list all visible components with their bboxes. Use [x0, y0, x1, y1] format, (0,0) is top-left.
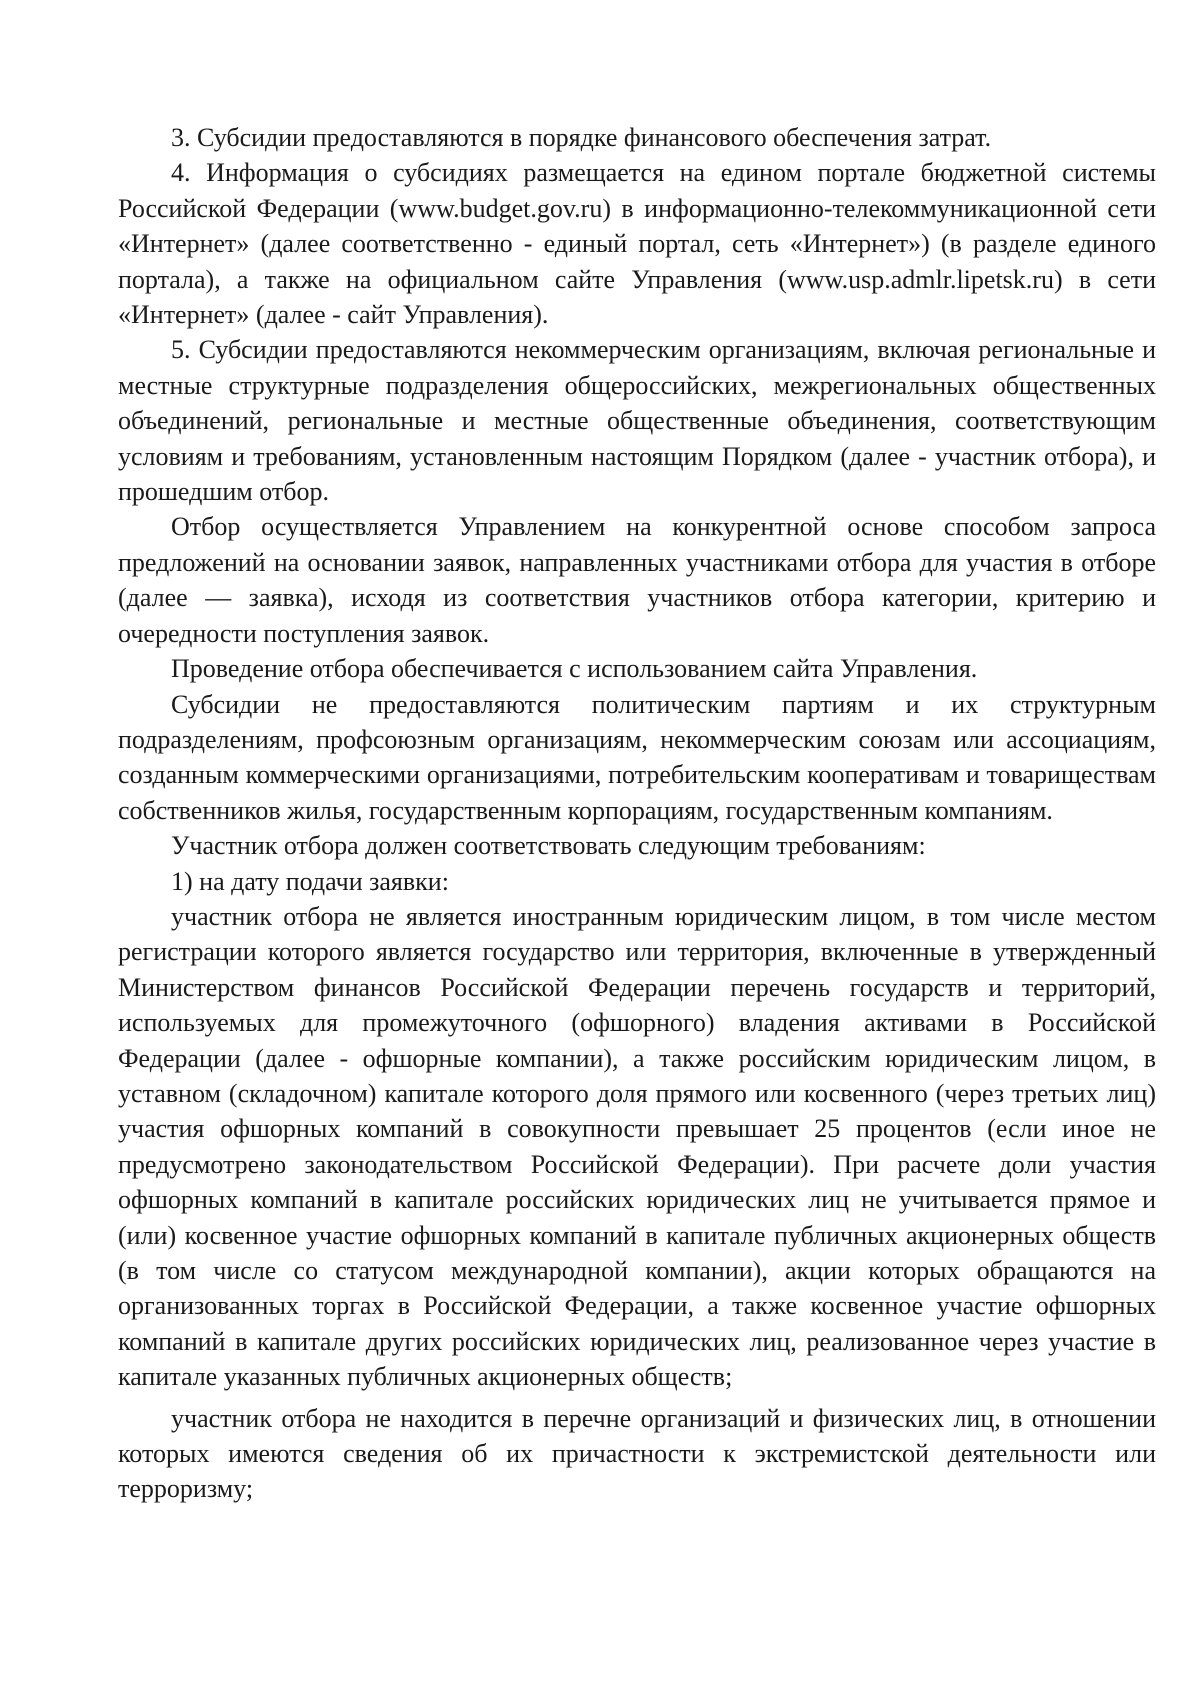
paragraph-4-information-portal: 4. Информация о субсидиях размещается на едином портале бюджетной системы Российской Федерации (www.budget.gov.ru) в информационно-телекоммуникационной сети «Интернет» (далее соответственно - единый портал, сеть «Интернет») (в разделе единого портала), а также на официальном сайте Управления (www.usp.admlr.lipetsk.ru) в сети «Интернет» (далее - сайт Управления).	[118, 158, 1156, 330]
paragraph-3-subsidies-order: 3. Субсидии предоставляются в порядке финансового обеспечения затрат.	[171, 123, 992, 152]
paragraph-requirements-intro: Участник отбора должен соответствовать следующим требованиям:	[171, 831, 926, 861]
paragraph-selection-website: Проведение отбора обеспечивается с использованием сайта Управления.	[171, 654, 978, 684]
paragraph-requirement-1-date: 1) на дату подачи заявки:	[171, 866, 449, 896]
paragraph-exclusions: Субсидии не предоставляются политическим партиям и их структурным подразделениям, профсоюзным организациям, некоммерческим союзам или ассоциациям, созданным коммерческими организациями, потребительским кооперативам и товариществам собственников жилья, государственным корпорациям, государственным компаниям.	[118, 689, 1156, 825]
paragraph-selection-procedure: Отбор осуществляется Управлением на конкурентной основе способом запроса предложений на основании заявок, направленных участниками отбора для участия в отборе (далее — заявка), исходя из соответствия участников отбора категории, критерию и очередности поступления заявок.	[118, 512, 1156, 648]
paragraph-5-recipients: 5. Субсидии предоставляются некоммерческим организациям, включая региональные и местные структурные подразделения общероссийских, межрегиональных общественных объединений, региональные и местные общественные объединения, соответствующим условиям и требованиям, установленным настоящим Порядком (далее - участник отбора), и прошедшим отбор.	[118, 335, 1156, 507]
paragraph-offshore-requirement: участник отбора не является иностранным юридическим лицом, в том числе местом регистрации которого является государство или территория, включенные в утвержденный Министерством финансов Российской Федерации перечень государств и территорий, используемых для промежуточного (офшорного) владения активами в Российской Федерации (далее - офшорные компании), а также российским юридическим лицом, в уставном (складочном) капитале которого доля прямого или косвенного (через третьих лиц) участия офшорных компаний в совокупности превышает 25 процентов (если иное не предусмотрено законодательством Российской Федерации). При расчете доли участия офшорных компаний в капитале российских юридических лиц не учитывается прямое и (или) косвенное участие офшорных компаний в капитале публичных акционерных обществ (в том числе со статусом международной компании), акции которых обращаются на организованных торгах в Российской Федерации, а также косвенное участие офшорных компаний в капитале других российских юридических лиц, реализованное через участие в капитале указанных публичных акционерных обществ;	[118, 901, 1156, 1392]
paragraph-extremism-requirement: участник отбора не находится в перечне организаций и физических лиц, в отношении которых имеются сведения об их причастности к экстремистской деятельности или терроризму;	[118, 1403, 1156, 1504]
